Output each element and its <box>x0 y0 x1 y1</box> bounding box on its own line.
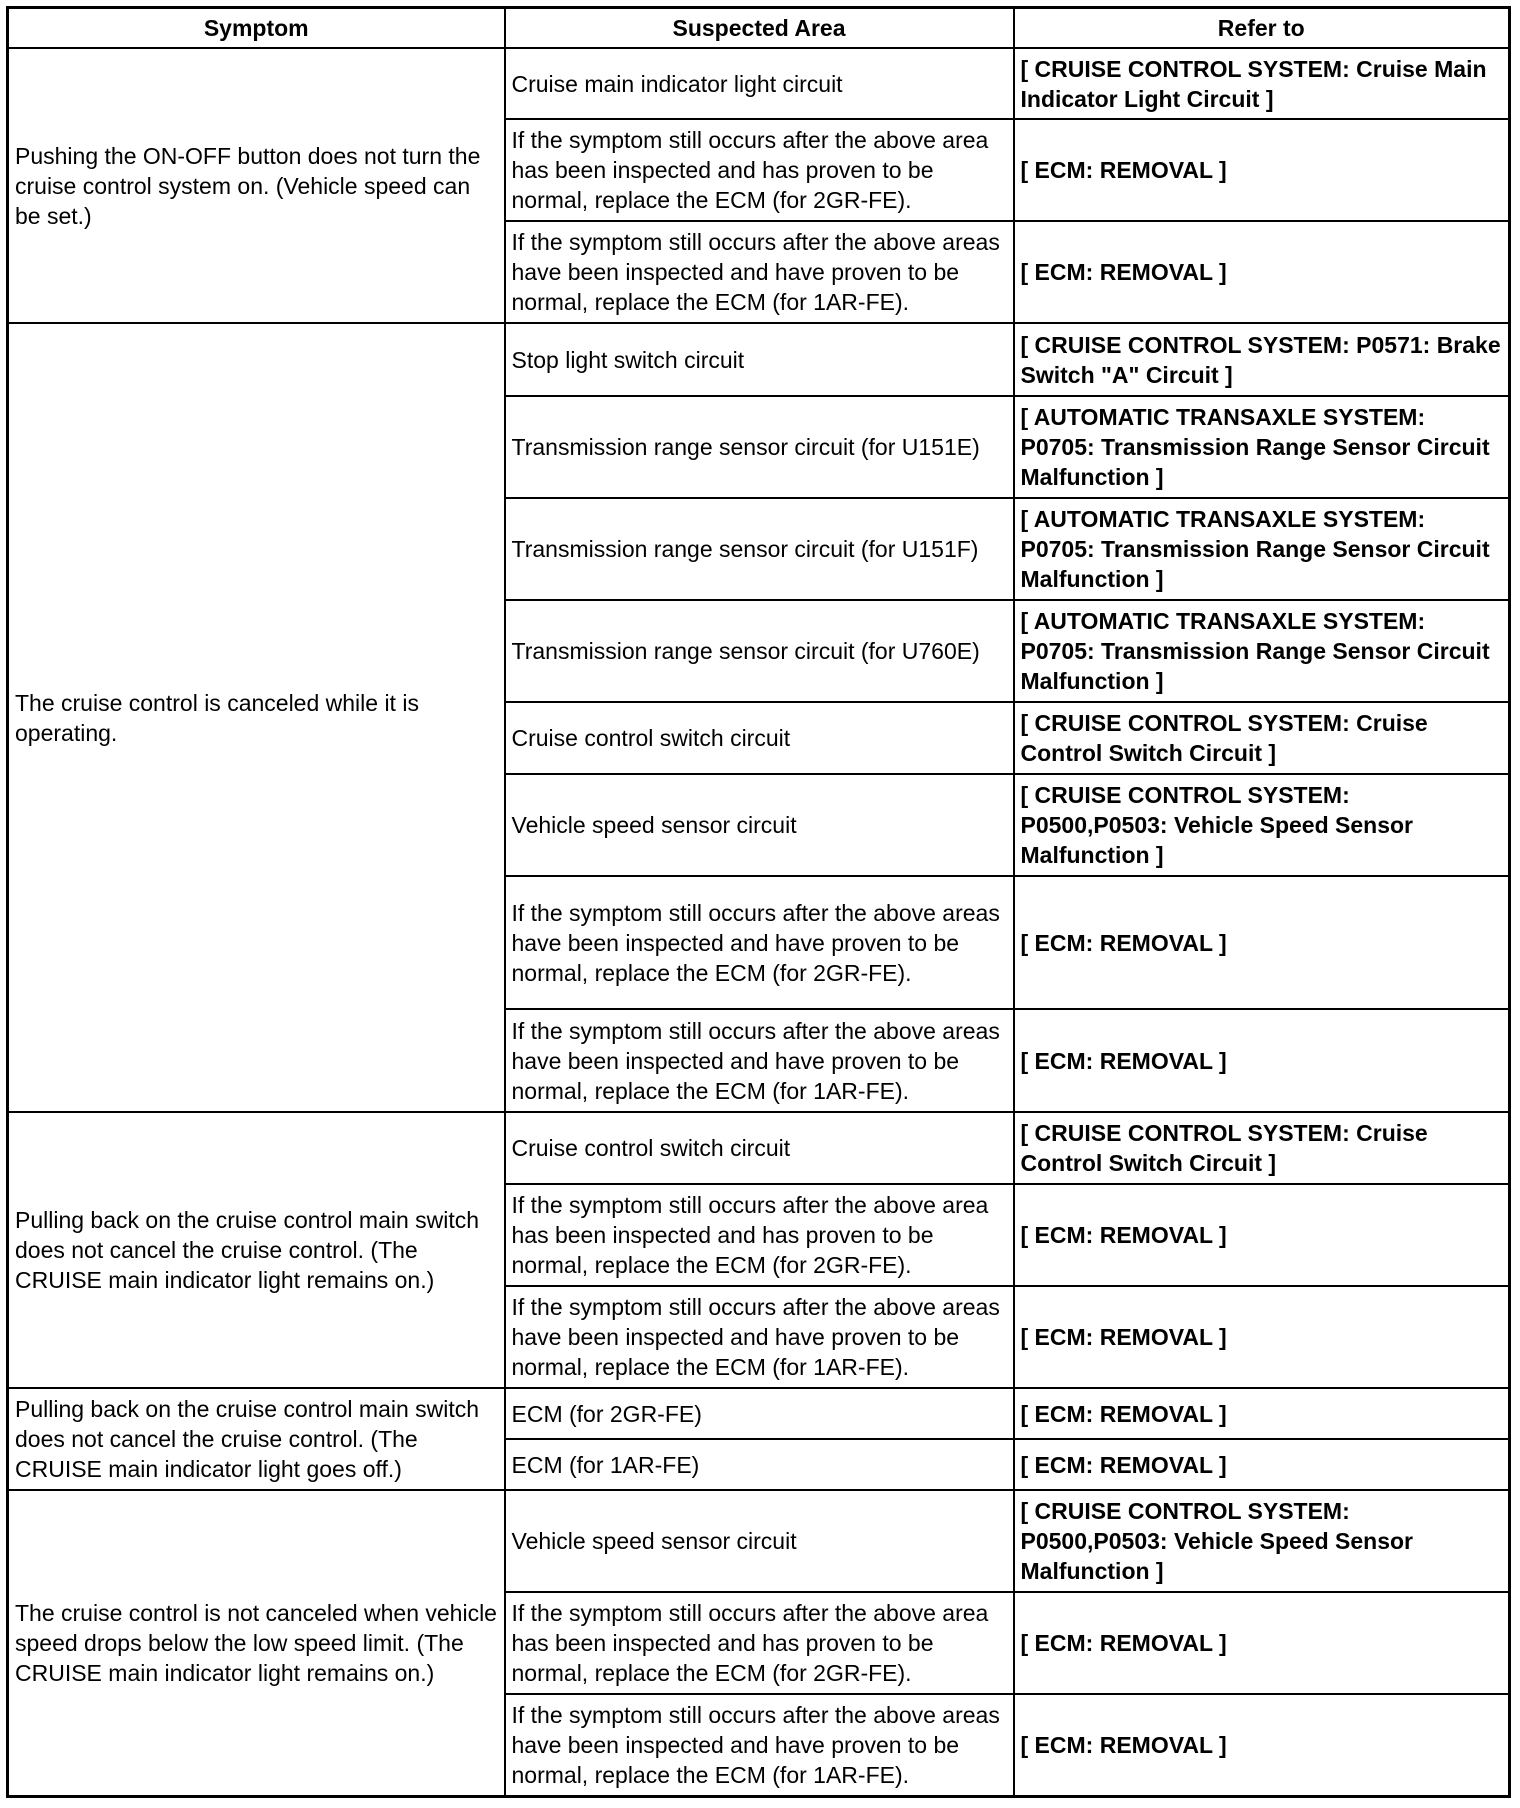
symptom-cell: Pushing the ON-OFF button does not turn the cruise control system on. (Vehicle speed can be set.) <box>8 48 505 323</box>
refer-to-cell: [ ECM: REMOVAL ] <box>1014 1388 1510 1439</box>
suspected-area-cell: If the symptom still occurs after the above area has been inspected and has proven to be normal, replace the ECM (for 2GR-FE). <box>505 1184 1014 1286</box>
header-row <box>8 8 1510 49</box>
refer-to-cell: [ ECM: REMOVAL ] <box>1014 1286 1510 1388</box>
suspected-area-cell: Cruise control switch circuit <box>505 1112 1014 1184</box>
suspected-area-cell: If the symptom still occurs after the above area has been inspected and has proven to be normal, replace the ECM (for 2GR-FE). <box>505 119 1014 221</box>
table-row <box>8 48 1510 119</box>
suspected-area-cell: ECM (for 1AR-FE) <box>505 1439 1014 1490</box>
symptom-cell: Pulling back on the cruise control main switch does not cancel the cruise control. (The CRUISE main indicator light remains on.) <box>8 1112 505 1388</box>
table-row <box>8 1112 1510 1184</box>
suspected-area-cell: ECM (for 2GR-FE) <box>505 1388 1014 1439</box>
refer-to-cell: [ ECM: REMOVAL ] <box>1014 1009 1510 1112</box>
symptom-cell: Pulling back on the cruise control main switch does not cancel the cruise control. (The CRUISE main indicator light goes off.) <box>8 1388 505 1490</box>
table-row <box>8 1388 1510 1439</box>
refer-to-cell: [ ECM: REMOVAL ] <box>1014 1694 1510 1796</box>
refer-to-cell: [ CRUISE CONTROL SYSTEM: P0500,P0503: Vehicle Speed Sensor Malfunction ] <box>1014 1490 1510 1592</box>
suspected-area-cell: If the symptom still occurs after the above areas have been inspected and have proven to be normal, replace the ECM (for 1AR-FE). <box>505 1694 1014 1796</box>
suspected-area-cell: Transmission range sensor circuit (for U151E) <box>505 396 1014 498</box>
refer-to-cell: [ AUTOMATIC TRANSAXLE SYSTEM: P0705: Transmission Range Sensor Circuit Malfunction ] <box>1014 396 1510 498</box>
refer-to-cell: [ AUTOMATIC TRANSAXLE SYSTEM: P0705: Transmission Range Sensor Circuit Malfunction ] <box>1014 498 1510 600</box>
refer-to-cell: [ ECM: REMOVAL ] <box>1014 1592 1510 1694</box>
suspected-area-cell: Transmission range sensor circuit (for U151F) <box>505 498 1014 600</box>
header-symptom: Symptom <box>8 8 505 49</box>
refer-to-cell: [ ECM: REMOVAL ] <box>1014 876 1510 1009</box>
header-suspected-area: Suspected Area <box>505 8 1014 49</box>
table-row <box>8 1490 1510 1592</box>
refer-to-cell: [ ECM: REMOVAL ] <box>1014 119 1510 221</box>
suspected-area-cell: If the symptom still occurs after the above areas have been inspected and have proven to be normal, replace the ECM (for 1AR-FE). <box>505 221 1014 323</box>
suspected-area-cell: If the symptom still occurs after the above area has been inspected and has proven to be normal, replace the ECM (for 2GR-FE). <box>505 1592 1014 1694</box>
refer-to-cell: [ AUTOMATIC TRANSAXLE SYSTEM: P0705: Transmission Range Sensor Circuit Malfunction ] <box>1014 600 1510 702</box>
suspected-area-cell: Vehicle speed sensor circuit <box>505 774 1014 876</box>
refer-to-cell: [ CRUISE CONTROL SYSTEM: P0571: Brake Switch "A" Circuit ] <box>1014 323 1510 396</box>
refer-to-cell: [ ECM: REMOVAL ] <box>1014 1184 1510 1286</box>
suspected-area-cell: Stop light switch circuit <box>505 323 1014 396</box>
refer-to-cell: [ CRUISE CONTROL SYSTEM: P0500,P0503: Vehicle Speed Sensor Malfunction ] <box>1014 774 1510 876</box>
suspected-area-cell: Vehicle speed sensor circuit <box>505 1490 1014 1592</box>
refer-to-cell: [ CRUISE CONTROL SYSTEM: Cruise Main Indicator Light Circuit ] <box>1014 48 1510 119</box>
symptom-cell: The cruise control is canceled while it is operating. <box>8 323 505 1112</box>
suspected-area-cell: If the symptom still occurs after the above areas have been inspected and have proven to be normal, replace the ECM (for 1AR-FE). <box>505 1009 1014 1112</box>
table-row <box>8 323 1510 396</box>
suspected-area-cell: Cruise control switch circuit <box>505 702 1014 774</box>
suspected-area-cell: Transmission range sensor circuit (for U760E) <box>505 600 1014 702</box>
refer-to-cell: [ CRUISE CONTROL SYSTEM: Cruise Control Switch Circuit ] <box>1014 702 1510 774</box>
header-refer-to: Refer to <box>1014 8 1510 49</box>
suspected-area-cell: If the symptom still occurs after the above areas have been inspected and have proven to be normal, replace the ECM (for 2GR-FE). <box>505 876 1014 1009</box>
refer-to-cell: [ ECM: REMOVAL ] <box>1014 221 1510 323</box>
problem-symptoms-table <box>6 6 1511 1798</box>
symptom-cell: The cruise control is not canceled when vehicle speed drops below the low speed limit. (The CRUISE main indicator light remains on.) <box>8 1490 505 1796</box>
refer-to-cell: [ CRUISE CONTROL SYSTEM: Cruise Control Switch Circuit ] <box>1014 1112 1510 1184</box>
refer-to-cell: [ ECM: REMOVAL ] <box>1014 1439 1510 1490</box>
suspected-area-cell: If the symptom still occurs after the above areas have been inspected and have proven to be normal, replace the ECM (for 1AR-FE). <box>505 1286 1014 1388</box>
suspected-area-cell: Cruise main indicator light circuit <box>505 48 1014 119</box>
